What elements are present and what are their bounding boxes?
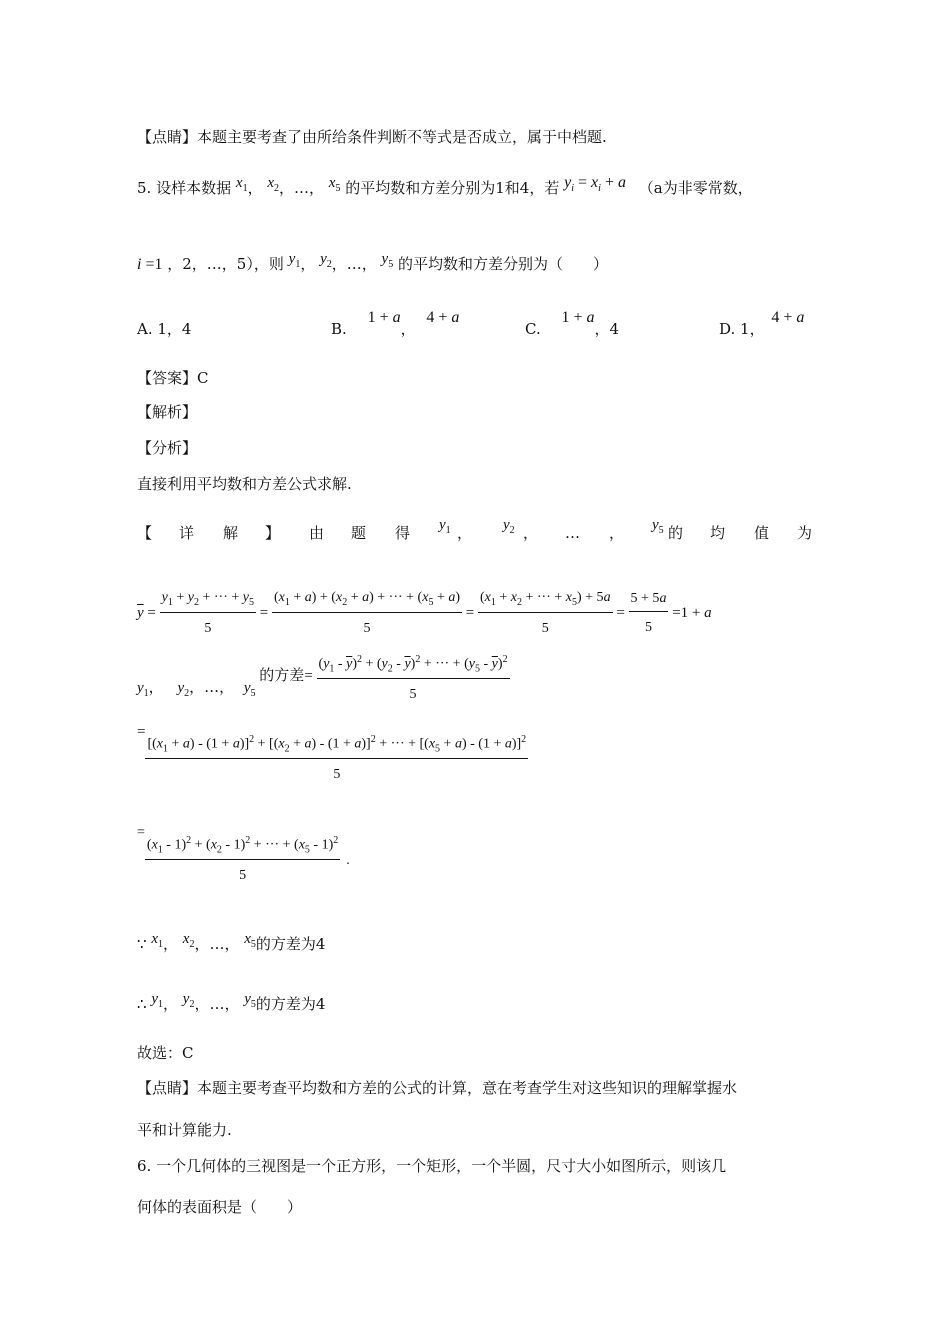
option-d — [719, 309, 805, 341]
analysis-header: 【解析】 — [137, 403, 198, 421]
math-y2-d: $y_2$ — [503, 517, 515, 536]
q6-line-1: 6. 一个几何体的三视图是一个正方形，一个矩形，一个半圆，尺寸大小如图所示，则该几 — [137, 1157, 727, 1175]
math-x1-b: $x_1$ — [151, 931, 163, 950]
q5-stem-a: 设样本数据 — [156, 179, 232, 197]
mean-formula: $\overline{y}$ = $\frac{y_1 + y_2 + \cdot\cdot\cdot + y_5}{5}$ = $\frac{(x_1 + a) + (x_2 + a) + \cdot\cdot\cdot + (x_5 + a)}{5}$ = $\frac{(x_1 + x_2 + \cdot\cdot\cdot + x_5) + 5a}{5}$ = $\frac{5 + 5a}{5}$ =1 + a — [137, 590, 712, 636]
prev-comment: 【点睛】本题主要考查了由所给条件判断不等式是否成立，属于中档题. — [137, 128, 607, 146]
answer: 【答案】C — [137, 369, 209, 387]
math-x2-b: $x_2$ — [182, 931, 195, 950]
option-b-label: B. — [331, 320, 347, 338]
q5-number: 5. — [137, 179, 152, 197]
math-y5: $y_5$ — [381, 251, 394, 270]
q5-stem-line-2: i =1 ，2，…，5），则 $y_1$， $y_2$，…， $y_5$ 的平均数和方差分别为（ ） — [137, 251, 609, 273]
math-x2: $x_2$ — [267, 175, 280, 194]
mean-word-1: 均 — [710, 524, 726, 542]
math-y2: $y_2$ — [320, 251, 332, 270]
because-text: 的方差为4 — [255, 935, 326, 953]
q6-line-2: 何体的表面积是（ ） — [137, 1198, 303, 1216]
math-y2-t: $y_2$ — [182, 991, 195, 1010]
variance-label: 的方差 — [259, 666, 305, 684]
variance-simplified: = $\frac{(x_1 - 1)^2 + (x_2 - 1)^2 + \cdot\cdot\cdot + (x_5 - 1)^2}{5}$ . — [137, 825, 350, 884]
math-x5: $x_5$ — [328, 175, 341, 194]
option-c: C. 1 + a，4 — [525, 309, 620, 338]
q5-stem-c: （a为非零常数， — [638, 179, 753, 197]
math-x5-b: $x_5$ — [244, 931, 256, 950]
comma: ， — [609, 524, 625, 542]
fenxi-header: 【分析】 — [137, 439, 198, 457]
math-4-plus-a-d: 4 + a — [771, 309, 805, 326]
comma: ， — [457, 524, 473, 542]
q5-stem-e: 的平均数和方差分别为（ ） — [398, 255, 609, 273]
math-y5-d: $y_5$ — [652, 517, 664, 536]
math-y1-d: $y_1$ — [439, 517, 451, 536]
option-d-label: D. 1， — [719, 320, 765, 338]
math-y2-v: $y_2$ — [177, 680, 190, 699]
comma: ， — [523, 524, 539, 542]
math-1-plus-a-c: 1 + a — [561, 309, 595, 326]
math-4-plus-a: 4 + a — [426, 309, 460, 326]
therefore-symbol: ∴ — [137, 995, 147, 1013]
mean-word-2: 值 — [754, 524, 770, 542]
detail-char-6: 得 — [395, 524, 411, 542]
because-symbol: ∵ — [137, 935, 147, 953]
ellipsis: … — [565, 524, 580, 542]
detail-char-5: 题 — [351, 524, 367, 542]
math-x1: $x_1$ — [235, 175, 248, 194]
option-c-label: C. — [525, 320, 541, 338]
detail-char-4: 由 — [309, 524, 325, 542]
detail-char-2: 解 — [223, 524, 239, 542]
math-y5-t: $y_5$ — [244, 991, 256, 1010]
fenxi-text: 直接利用平均数和方差公式求解. — [137, 475, 352, 493]
math-i-eq: i =1 — [137, 256, 163, 273]
variance-expanded: = $[(x_1 + a) - (1 + a)]^2 + [(x_2 + a) - (1 + a)]^2$ + ··· + $[(x_5 + a) - (1 + a)]^2$ 5 — [137, 724, 527, 783]
math-y1-t: $y_1$ — [151, 991, 163, 1010]
therefore-text: 的方差为4 — [255, 995, 326, 1013]
q5-stem-b: 的平均数和方差分别为1和4，若 — [345, 179, 560, 197]
detail-bracket-open: 【 — [137, 524, 153, 542]
therefore-line: ∴ $y_1$， $y_2$，…， $y_5$的方差为4 — [137, 991, 326, 1013]
q5-stem-line-1: 5. 设样本数据 $x_1$， $x_2$，…， $x_5$ 的平均数和方差分别为1和4，若 $y_i = x_i + a$ （a为非零常数， — [137, 174, 753, 197]
because-line: ∵ $x_1$， $x_2$，…， $x_5$的方差为4 — [137, 931, 326, 953]
comment-line-2: 平和计算能力. — [137, 1121, 232, 1139]
choice: 故选：C — [137, 1044, 194, 1062]
math-yi-eq: $y_i = x_i + a$ — [564, 174, 626, 195]
math-y1: $y_1$ — [288, 251, 301, 270]
detail-char-1: 详 — [179, 524, 195, 542]
option-b: B. 1 + a， 4 + a — [331, 309, 460, 338]
math-1-plus-a: 1 + a — [367, 309, 401, 326]
variance-formula: $y_1$， $y_2$，…， $y_5$ 的方差= $\frac{(y_1 - \overline{y})^2 + (y_2 - \overline{y})^2 + \cdot\cdot\cdot + (y_5 - \overline{y})^2}{5}$ — [137, 654, 508, 703]
mean-word-0: 的 — [668, 524, 684, 542]
comment-line-1: 【点睛】本题主要考查平均数和方差的公式的计算，意在考查学生对这些知识的理解掌握水 — [137, 1079, 738, 1097]
math-y5-v: $y_5$ — [243, 680, 256, 699]
detail-bracket-close: 】 — [265, 524, 281, 542]
option-a: A. 1，4 — [137, 320, 192, 338]
mean-word-3: 为 — [797, 524, 813, 542]
q5-stem-d: ，2，…，5），则 — [167, 255, 284, 273]
math-y1-v: $y_1$ — [137, 680, 149, 699]
